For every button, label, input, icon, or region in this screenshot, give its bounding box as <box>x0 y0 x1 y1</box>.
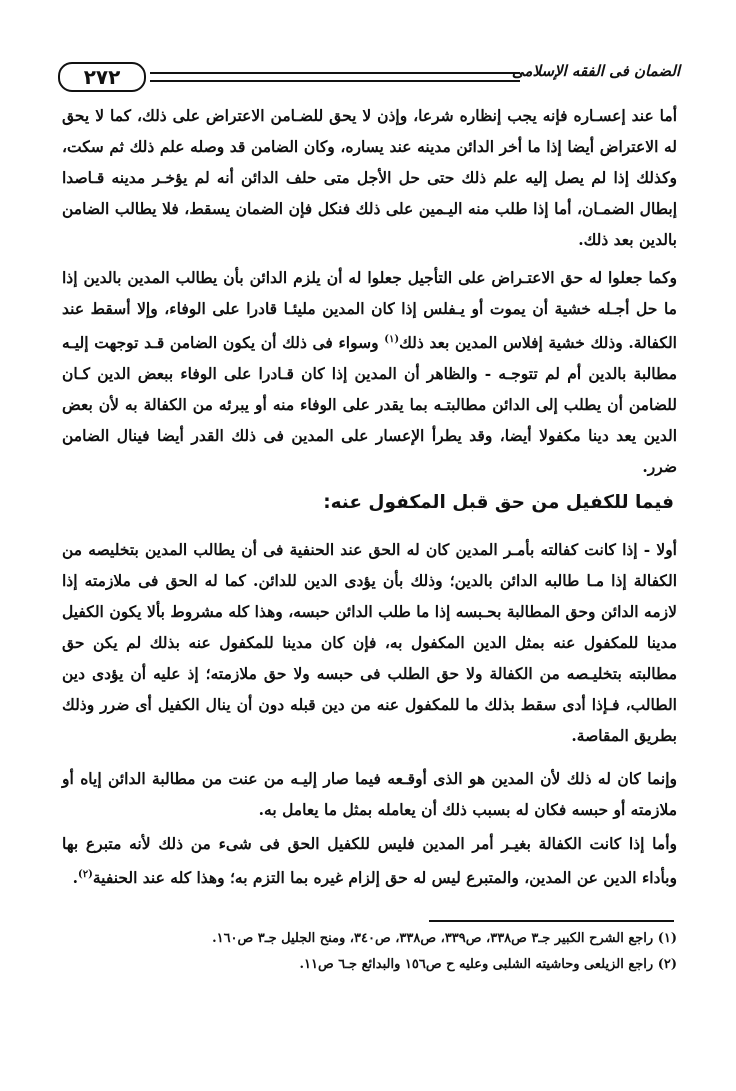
paragraph-5-text <box>62 828 677 893</box>
footnotes <box>62 926 677 978</box>
footnote-separator <box>429 920 674 922</box>
paragraph-2-text <box>62 262 677 482</box>
paragraph-3-text <box>62 534 677 751</box>
paragraph-1 <box>62 100 677 267</box>
paragraph-5-part-a: وأما إذا كانت الكفالة بغيـر أمر المدين فليس للكفيل الحق فى شىء من ذلك لأنه متبرع بها وبأداء الدين عن المدين، والمتبرع ليس له حق إلزام غيره بما التزم به؛ وهذا كله عند الحنفية <box>62 834 677 888</box>
page-header <box>58 60 680 94</box>
section-heading: فيما للكفيل من حق قبل المكفول عنه: <box>323 492 674 513</box>
running-title: الضمان فى الفقه الإسلامى <box>511 62 680 80</box>
paragraph-5 <box>62 828 677 905</box>
paragraph-2-part-a: وكما جعلوا له حق الاعتـراض على التأجيل جعلوا له أن يلزم الدائن بأن يطالب المدين بالدين إذا ما حل أجـله خشية أن يموت أو يـفلس إذا كان المدين مليئـا قادرا على الوفاء، وإلا أسقط عند الكفالة. وذلك خشية إفلاس المدين بعد ذلك <box>62 268 677 353</box>
footnote-ref-2: (٢) <box>78 869 93 880</box>
paragraph-1-text: أما عند إعسـاره فإنه يجب إنظاره شرعا، وإذن لا يحق للضـامن الاعتراض على ذلك، كما لا يحق له الاعتراض أيضا إذا ما أخر الدائن مدينه عند يساره، وكان الضامن قد وصله علم ذلك ثم سكت، وكذلك إذا لم يصل إليه علم ذلك حتى حل الأجل متى حلف الدائن أنه لم يؤخـر مدينه قـاصدا إبطال الضمـان، أما إذا طلب منه اليـمين على ذلك فنكل فإن الضمان يسقط، فلا يطالب الضامن بالدين بعد ذلك. <box>62 106 677 249</box>
footnote-2: (٢) راجع الزيلعى وحاشيته الشلبى وعليه ح ص١٥٦ والبدائع جـ٦ ص١١. <box>299 957 677 972</box>
paragraph-4-text: وإنما كان له ذلك لأن المدين هو الذى أوقـعه فيما صار إليـه من عنت من مطالبة الدائن إياه أو ملازمته أو حبسه فكان له بسبب ذلك أن يعامله بمثل ما يعامل به. <box>62 769 677 819</box>
paragraph-3-body: - إذا كانت كفالته بأمـر المدين كان له الحق عند الحنفية فى أن يطالب المدين بتخليصه من الكفالة إذا مـا طالبه الدائن بالدين؛ وذلك بأن يؤدى الدين للدائن. كما له الحق فى ملازمته إذا لازمه الدائن وحق المطالبة بحـبسه إذا ما طلب الدائن حبسه، وهذا كله مشروط بألا يكون الكفيل مدينا للمكفول عنه بمثل الدين المكفول به، فإن كان مدينا للمكفول عنه بذلك لم يكن حق مطالبته بتخليـصه من الكفالة ولا حق الطلب فى حبسه ولا حق ملازمته؛ إذ عليه أن يؤدى دين الطالب، فـإذا أدى سقط بذلك ما للمكفول عنه من دين قبله دون أن ينال الكفيل أى ضرر وذلك بطريق المقاصة. <box>62 540 677 745</box>
paragraph-2 <box>62 262 677 494</box>
footnote-ref-1: (١) <box>384 334 400 345</box>
header-rule <box>150 72 520 82</box>
paragraph-2-part-b: وسواء فى ذلك أن يكون الضامن قـد توجهت إليـه مطالبة بالدين أم لم تتوجـه - والظاهر أن المدين إذا كان قـادرا على الوفاء ببعض الدين كـان للضامن أن يطلب إلى الدائن مطالبتـه بما يقدر على الوفاء منه أو يبرئه من الكفالة به لأن بعض الدين يعد دينا مكفولا أيضا، وقد يطرأ الإعسار على المدين فى ذلك القدر أيضا فينال الضامن ضرر. <box>62 333 677 477</box>
paragraph-3 <box>62 534 677 763</box>
paragraph-4 <box>62 763 677 837</box>
page-number: ٢٧٢ <box>58 62 146 92</box>
paragraph-3-lead: أولا <box>656 540 677 559</box>
footnote-1: (١) راجع الشرح الكبير جـ٣ ص٣٣٨، ص٣٣٩، ص٣٣٨، ص٣٤٠، ومنح الجليل جـ٣ ص١٦٠. <box>212 931 677 946</box>
paragraph-5-part-b: . <box>72 868 79 888</box>
